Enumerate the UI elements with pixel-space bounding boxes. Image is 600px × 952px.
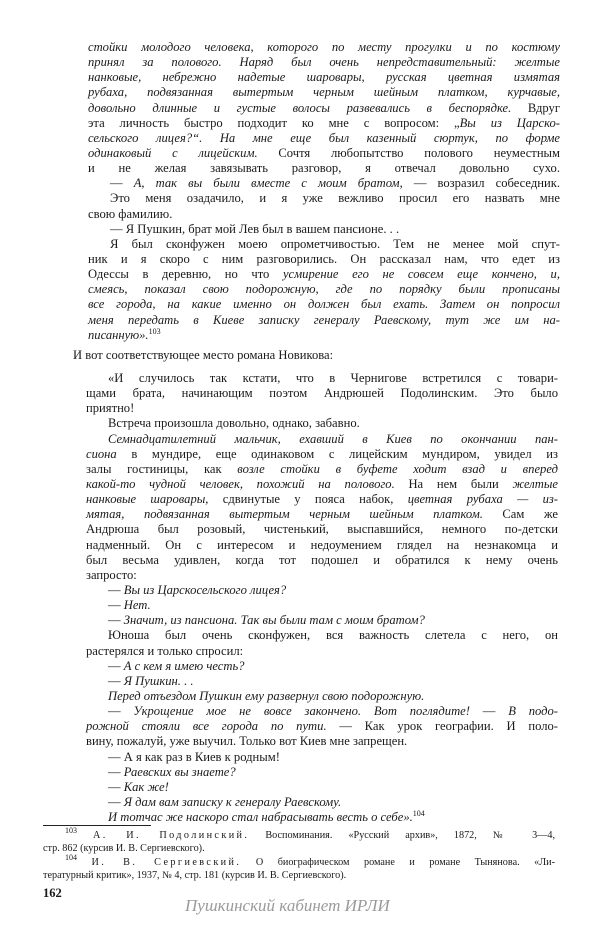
text-line bbox=[86, 795, 558, 810]
text-line bbox=[86, 704, 558, 719]
text: — bbox=[108, 598, 124, 613]
text: — bbox=[110, 176, 134, 191]
text: стр. 862 (курсив И. В. Сергиевского). bbox=[43, 843, 205, 855]
text-line bbox=[86, 810, 558, 825]
text-line bbox=[88, 101, 560, 116]
text-line bbox=[88, 146, 560, 161]
text-line bbox=[86, 613, 558, 628]
text: Сам же bbox=[482, 507, 558, 522]
italic-text: стойки молодого человека, которого по месту прогулки и по костюму bbox=[88, 40, 560, 54]
text: Вдруг bbox=[511, 100, 560, 115]
footnote-number: 103 bbox=[65, 826, 77, 835]
italic-text: А, так вы были вместе с моим братом, bbox=[133, 176, 403, 191]
italic-text: мятая, подвязанная вытертым черным шейным платком. bbox=[86, 507, 483, 522]
italic-text: Как же! bbox=[123, 779, 169, 794]
text-line bbox=[86, 432, 558, 447]
italic-text: Раевских вы знаете? bbox=[123, 764, 236, 779]
text: — bbox=[108, 673, 124, 688]
text-line bbox=[86, 462, 558, 477]
text-line bbox=[88, 40, 560, 55]
footnote-reference[interactable]: 104 bbox=[412, 809, 425, 819]
author-name: А. И. Подолинский. bbox=[93, 830, 250, 841]
text-line bbox=[86, 492, 558, 507]
text-line bbox=[86, 659, 558, 674]
italic-text: Вы из Царско- bbox=[459, 115, 560, 130]
text: Сочтя любопытство полового неуместным bbox=[257, 145, 560, 160]
text-line bbox=[88, 282, 560, 297]
text-line bbox=[86, 644, 558, 659]
italic-text: Укрощение мое не вовсе закончено. Вот поглядите! bbox=[133, 704, 470, 719]
text: — bbox=[108, 658, 124, 673]
footnote-line bbox=[43, 869, 555, 882]
text: — bbox=[469, 704, 509, 719]
italic-text: смеясь, показал свою подорожную, где по порядку были прописаны bbox=[88, 282, 560, 297]
text-line bbox=[88, 176, 560, 191]
italic-text: Семнадцатилетний мальчик, ехавший в Киев по окончании пан- bbox=[108, 431, 558, 446]
text-line bbox=[88, 207, 560, 222]
italic-text: одинаковый с лицейским. bbox=[88, 145, 258, 160]
intro-sentence: И вот соответствующее место романа Новикова: bbox=[73, 348, 334, 362]
watermark: Пушкинский кабинет ИРЛИ bbox=[185, 896, 390, 915]
text-line bbox=[88, 222, 560, 237]
text: ник и я скоро с ним разговорились. Он рассказал нам, что едет из bbox=[88, 251, 560, 266]
text: — bbox=[108, 794, 124, 809]
text: Я был сконфужен моею опрометчивостью. Тем не менее мой спут- bbox=[110, 236, 560, 251]
text-line bbox=[88, 131, 560, 146]
text-line bbox=[86, 719, 558, 734]
text: Это меня озадачило, и я уже вежливо просил его назвать мне bbox=[110, 191, 560, 206]
italic-text: сельского лицея?“. На мне еще был казенный сюртук, по форме bbox=[88, 130, 560, 145]
footnote-number: 104 bbox=[65, 852, 77, 862]
text-line bbox=[86, 538, 558, 553]
footnote-line bbox=[43, 842, 555, 855]
text: залы гостиницы, как bbox=[86, 461, 238, 476]
text-line bbox=[88, 85, 560, 100]
text-line bbox=[86, 689, 558, 704]
text-line bbox=[86, 447, 558, 462]
text: — возразил собеседник. bbox=[402, 176, 560, 191]
author-name: И. В. Сергиевский. bbox=[91, 856, 242, 868]
text-line bbox=[86, 386, 558, 401]
italic-text: желтые bbox=[512, 476, 558, 491]
text: растерялся и только спросил: bbox=[86, 643, 244, 658]
text-line bbox=[86, 522, 558, 537]
text: — bbox=[108, 704, 134, 719]
text: Юноша был очень сконфужен, вся важность слетела с него, он bbox=[108, 628, 558, 643]
footnote-line bbox=[43, 826, 556, 842]
italic-text: Нет. bbox=[123, 598, 151, 613]
text-line bbox=[88, 70, 560, 85]
text-line bbox=[88, 161, 560, 176]
text: — bbox=[108, 613, 124, 628]
text: вину, пожалуй, уже выучил. Только вот Киев мне запрещен. bbox=[86, 734, 408, 749]
text: — bbox=[108, 779, 124, 794]
italic-text: И тотчас же наскоро стал набрасывать весть о себе». bbox=[108, 810, 413, 825]
text-line bbox=[88, 267, 560, 282]
text-line bbox=[88, 297, 560, 312]
footnotes bbox=[43, 826, 556, 883]
footnote-reference[interactable]: 103 bbox=[148, 326, 161, 336]
text-line bbox=[86, 674, 558, 689]
text: свою фамилию. bbox=[88, 206, 173, 221]
text: тературный критик», 1937, № 4, стр. 181 (курсив И. В. Сергиевского). bbox=[43, 870, 347, 882]
text-line bbox=[88, 55, 560, 70]
italic-text: Перед отъездом Пушкин ему развернул свою подорожную. bbox=[108, 688, 425, 703]
text: — Как урок географии. И поло- bbox=[326, 719, 558, 734]
text-line bbox=[88, 313, 560, 328]
text: О биографическом романе и романе Тынянова. «Ли- bbox=[241, 856, 555, 868]
text: и не желая завязывать разговор, я отвечал довольно сухо. bbox=[88, 161, 560, 176]
italic-text: рубаха, подвязанная вытертым черным шейным платком, курчавые, bbox=[88, 85, 560, 100]
text-line bbox=[86, 780, 558, 795]
text-line bbox=[86, 507, 558, 522]
text-line bbox=[86, 568, 558, 583]
text: — bbox=[108, 582, 124, 597]
italic-text: все города, на какие именно он должен был ехать. Затем он попросил bbox=[88, 297, 560, 312]
text-line bbox=[86, 628, 558, 643]
text-line bbox=[88, 237, 560, 252]
text: в мундире, еще одинаковом с лицейским мундиром, увидел из bbox=[116, 446, 558, 461]
italic-text: А с кем я имею честь? bbox=[123, 658, 245, 673]
quoted-novel-passage bbox=[86, 371, 558, 825]
italic-text: какой-то чудной человек, похожий на полового. bbox=[86, 476, 395, 491]
italic-text: нанковые шаровары, bbox=[86, 492, 209, 507]
italic-text: возле стойки в буфете ходит взад и вперед bbox=[237, 461, 558, 476]
text: сдвинутые у пояса набок, bbox=[208, 492, 408, 507]
text-line bbox=[86, 734, 558, 749]
footnote-line bbox=[43, 852, 555, 869]
text-line bbox=[86, 598, 558, 613]
text: Андрюша был розовый, чистенький, выспавшийся, немного по-детски bbox=[86, 522, 558, 537]
text: — А я как раз в Киев к родным! bbox=[108, 749, 280, 764]
italic-text: довольно длинные и густые волосы развевались в беспорядке. bbox=[88, 100, 512, 115]
italic-text: В подо- bbox=[508, 704, 559, 719]
italic-text: усмирение его не совсем еще кончено, и, bbox=[282, 267, 561, 282]
text: приятно! bbox=[86, 401, 135, 416]
italic-text: принял за полового. Наряд был очень непредставительный: желтые bbox=[88, 55, 560, 70]
text: Воспоминания. «Русский архив», 1872, № 3—4, bbox=[249, 830, 556, 841]
text-line bbox=[88, 116, 560, 131]
quoted-memoir-passage bbox=[88, 40, 560, 343]
text: запросто: bbox=[86, 567, 137, 582]
text: щами брата, начинающим поэтом Андрюшей Подолинским. Это было bbox=[86, 386, 558, 401]
text-line bbox=[88, 191, 560, 206]
text-line bbox=[86, 477, 558, 492]
italic-text: меня передать в Киеве записку генералу Раевскому, тут же им на- bbox=[88, 312, 560, 327]
text: надменный. Он с интересом и недоумением глядел на незнакомца и bbox=[86, 537, 558, 552]
text-line bbox=[88, 328, 560, 343]
italic-text: рожной стояли все города по пути. bbox=[86, 719, 327, 734]
text: — bbox=[108, 764, 124, 779]
text: Одессы в деревню, но что bbox=[88, 267, 283, 282]
text: — Я Пушкин, брат мой Лев был в вашем пансионе. . . bbox=[110, 221, 400, 236]
text: был весьма удивлен, когда тот подошел и обратился к нему очень bbox=[86, 552, 558, 567]
italic-text: нанковые, небрежно надетые шаровары, русская цветная измятая bbox=[88, 70, 560, 85]
italic-text: сиона bbox=[86, 446, 117, 461]
italic-text: Вы из Царскосельского лицея? bbox=[123, 582, 287, 597]
text-line bbox=[88, 252, 560, 267]
text-line bbox=[86, 750, 558, 765]
text: На нем были bbox=[394, 476, 513, 491]
text-line bbox=[86, 371, 558, 386]
text: «И случилось так кстати, что в Чернигове встретился с товари- bbox=[108, 371, 558, 385]
italic-text: цветная рубаха — из- bbox=[407, 492, 558, 507]
text-line bbox=[86, 401, 558, 416]
text: Встреча произошла довольно, однако, забавно. bbox=[108, 416, 360, 431]
text: эта личность быстро подходит ко мне с вопросом: „ bbox=[88, 115, 460, 130]
text-line bbox=[86, 583, 558, 598]
italic-text: Я Пушкин. . . bbox=[123, 673, 194, 688]
page-number: 162 bbox=[43, 886, 62, 900]
italic-text: Я дам вам записку к генералу Раевскому. bbox=[123, 794, 342, 809]
italic-text: Значит, из пансиона. Так вы были там с моим братом? bbox=[123, 613, 425, 628]
footnote-divider bbox=[43, 825, 151, 826]
text-line bbox=[86, 416, 558, 431]
italic-text: писанную». bbox=[88, 327, 149, 342]
text-line bbox=[86, 553, 558, 568]
text-line bbox=[86, 765, 558, 780]
